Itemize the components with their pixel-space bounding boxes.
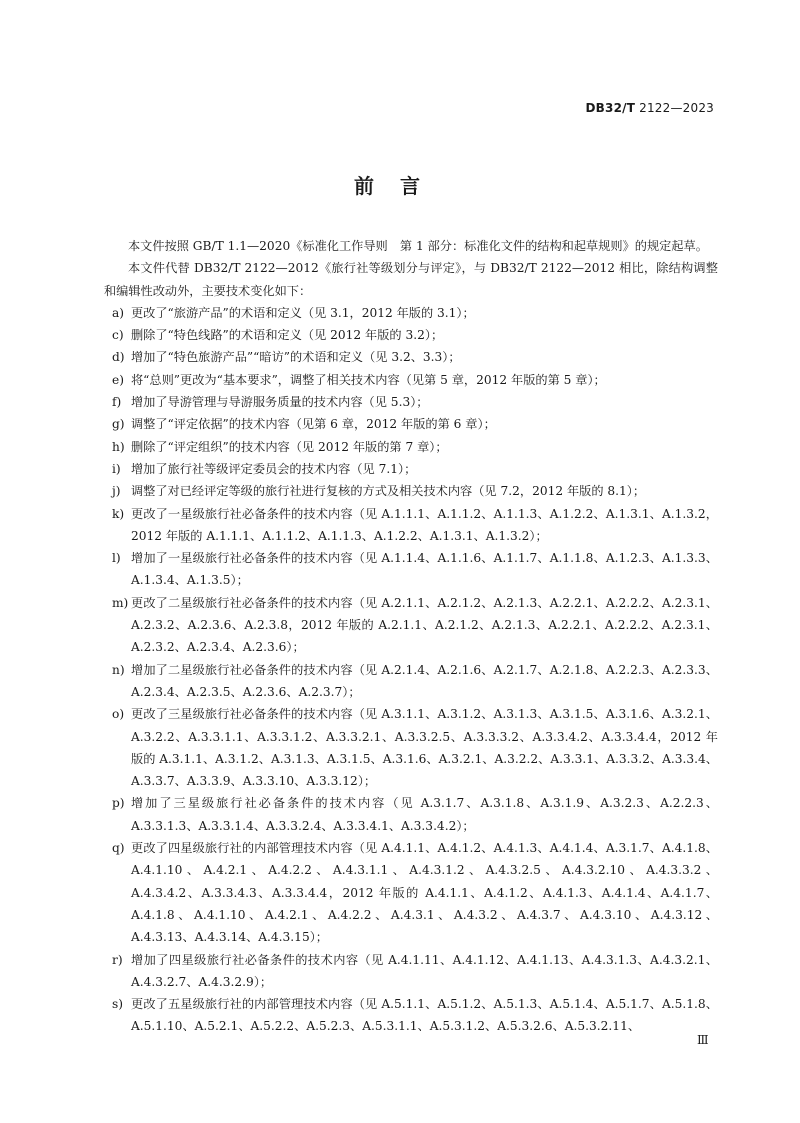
item-text: 增加了三星级旅行社必备条件的技术内容（见 A.3.1.7、A.3.1.8、A.3.1.9、A.3.2.3、A.2.2.3、A.3.3.1.3、A.3.3.1.4、A.3.3.2.4、A.3.3.4.1、A.3.3.4.2）； [131, 796, 718, 833]
standard-code-number: 2122—2023 [635, 101, 714, 115]
item-label: i) [112, 461, 121, 476]
list-item [104, 369, 718, 391]
list-item [104, 458, 718, 480]
item-label: d) [112, 350, 125, 365]
item-label: s) [112, 997, 124, 1012]
item-label: q) [112, 841, 125, 856]
list-item [104, 547, 718, 592]
list-item [104, 480, 718, 502]
list-item [104, 949, 718, 994]
list-item [104, 703, 718, 792]
item-label: e) [112, 372, 124, 387]
item-text: 更改了四星级旅行社的内部管理技术内容（见 A.4.1.1、A.4.1.2、A.4.1.3、A.4.1.4、A.3.1.7、A.4.1.8、A.4.1.10、A.4.2.1、A.4.2.2、A.4.3.1.1、A.4.3.1.2、A.4.3.2.5、A.4.3.2.10、A.4.3.3.2、A.4.3.4.2、A.3.3.4.3、A.3.3.4.4，2012 年版的 A.4.1.1、A.4.1.2、A.4.1.3、A.4.1.4、A.4.1.7、A.4.1.8、A.4.1.10、A.4.2.1、A.4.2.2、A.4.3.1、A.4.3.2、A.4.3.7、A.4.3.10、A.4.3.12、A.4.3.13、A.4.3.14、A.4.3.15）； [131, 841, 718, 945]
item-label: a) [112, 305, 125, 320]
foreword-body [104, 235, 718, 1038]
item-text: 更改了一星级旅行社必备条件的技术内容（见 A.1.1.1、A.1.1.2、A.1.1.3、A.1.2.2、A.1.3.1、A.1.3.2，2012 年版的 A.1.1.1、A.1.1.2、A.1.1.3、A.1.2.2、A.1.3.1、A.1.3.2）； [131, 506, 718, 543]
item-label: m) [112, 595, 129, 610]
item-label: n) [112, 662, 125, 677]
item-label: o) [112, 707, 125, 722]
item-text: 更改了“旅游产品”的术语和定义（见 3.1，2012 年版的 3.1）； [131, 305, 475, 320]
change-list [104, 302, 718, 1038]
item-label: p) [112, 796, 125, 811]
list-item [104, 324, 718, 346]
item-label: l) [112, 551, 121, 566]
item-text: 增加了旅行社等级评定委员会的技术内容（见 7.1）； [131, 461, 417, 476]
item-label: c) [112, 328, 124, 343]
item-label: k) [112, 506, 125, 521]
standard-code [586, 101, 714, 115]
item-text: 增加了二星级旅行社必备条件的技术内容（见 A.2.1.4、A.2.1.6、A.2.1.7、A.2.1.8、A.2.2.3、A.2.3.3、A.2.3.4、A.2.3.5、A.2.3.6、A.2.3.7）； [131, 662, 718, 699]
list-item [104, 346, 718, 368]
standard-code-prefix: DB32/T [585, 101, 636, 115]
list-item [104, 993, 718, 1038]
item-text: 删除了“特色线路”的术语和定义（见 2012 年版的 3.2）； [131, 328, 444, 343]
item-label: h) [112, 439, 125, 454]
item-text: 增加了导游管理与导游服务质量的技术内容（见 5.3）； [131, 395, 429, 410]
list-item [104, 413, 718, 435]
paragraph-drafting-rules: 本文件按照 GB/T 1.1—2020《标准化工作导则 第 1 部分：标准化文件的结构和起草规则》的规定起草。 [128, 239, 708, 253]
list-item [104, 391, 718, 413]
list-item [104, 659, 718, 704]
item-text: 更改了五星级旅行社的内部管理技术内容（见 A.5.1.1、A.5.1.2、A.5.1.3、A.5.1.4、A.5.1.7、A.5.1.8、A.5.1.10、A.5.2.1、A.5.2.2、A.5.2.3、A.5.3.1.1、A.5.3.1.2、A.5.3.2.6、A.5.3.2.11、 [131, 997, 718, 1034]
item-label: g) [112, 417, 125, 432]
item-label: j) [112, 484, 121, 499]
item-text: 将“总则”更改为“基本要求”，调整了相关技术内容（见第 5 章，2012 年版的第 5 章）； [131, 372, 606, 387]
item-text: 更改了三星级旅行社必备条件的技术内容（见 A.3.1.1、A.3.1.2、A.3.1.3、A.3.1.5、A.3.1.6、A.3.2.1、A.3.2.2、A.3.3.1.1、A.3.3.1.2、A.3.3.2.1、A.3.3.2.5、A.3.3.3.2、A.3.3.4.2、A.3.3.4.4，2012 年版的 A.3.1.1、A.3.1.2、A.3.1.3、A.3.1.5、A.3.1.6、A.3.2.1、A.3.2.2、A.3.3.1、A.3.3.2、A.3.3.4、A.3.3.7、A.3.3.9、A.3.3.10、A.3.3.12）； [131, 707, 718, 789]
item-text: 增加了“特色旅游产品”“暗访”的术语和定义（见 3.2、3.3）； [131, 350, 461, 365]
item-text: 增加了一星级旅行社必备条件的技术内容（见 A.1.1.4、A.1.1.6、A.1.1.7、A.1.1.8、A.1.2.3、A.1.3.3、A.1.3.4、A.1.3.5）； [131, 551, 718, 588]
item-text: 删除了“评定组织”的技术内容（见 2012 年版的第 7 章）； [131, 439, 448, 454]
item-text: 调整了对已经评定等级的旅行社进行复核的方式及相关技术内容（见 7.2，2012 年版的 8.1）； [131, 484, 646, 499]
list-item [104, 436, 718, 458]
item-text: 更改了二星级旅行社必备条件的技术内容（见 A.2.1.1、A.2.1.2、A.2.1.3、A.2.2.1、A.2.2.2、A.2.3.1、A.2.3.2、A.2.3.6、A.2.3.8，2012 年版的 A.2.1.1、A.2.1.2、A.2.1.3、A.2.2.1、A.2.2.2、A.2.3.1、A.2.3.2、A.2.3.4、A.2.3.6）； [131, 595, 718, 655]
list-item [104, 503, 718, 548]
list-item [104, 302, 718, 324]
list-item [104, 792, 718, 837]
list-item [104, 592, 718, 659]
page-number: Ⅲ [697, 1033, 709, 1047]
paragraph-replacement: 本文件代替 DB32/T 2122—2012《旅行社等级划分与评定》，与 DB32/T 2122—2012 相比，除结构调整和编辑性改动外，主要技术变化如下： [104, 261, 718, 298]
item-text: 调整了“评定依据”的技术内容（见第 6 章，2012 年版的第 6 章）； [131, 417, 496, 432]
list-item [104, 837, 718, 948]
item-label: r) [112, 952, 123, 967]
item-label: f) [112, 395, 122, 410]
page-title: 前言 [354, 174, 446, 198]
item-text: 增加了四星级旅行社必备条件的技术内容（见 A.4.1.11、A.4.1.12、A.4.1.13、A.4.3.1.3、A.4.3.2.1、A.4.3.2.7、A.4.3.2.9）； [131, 952, 718, 989]
